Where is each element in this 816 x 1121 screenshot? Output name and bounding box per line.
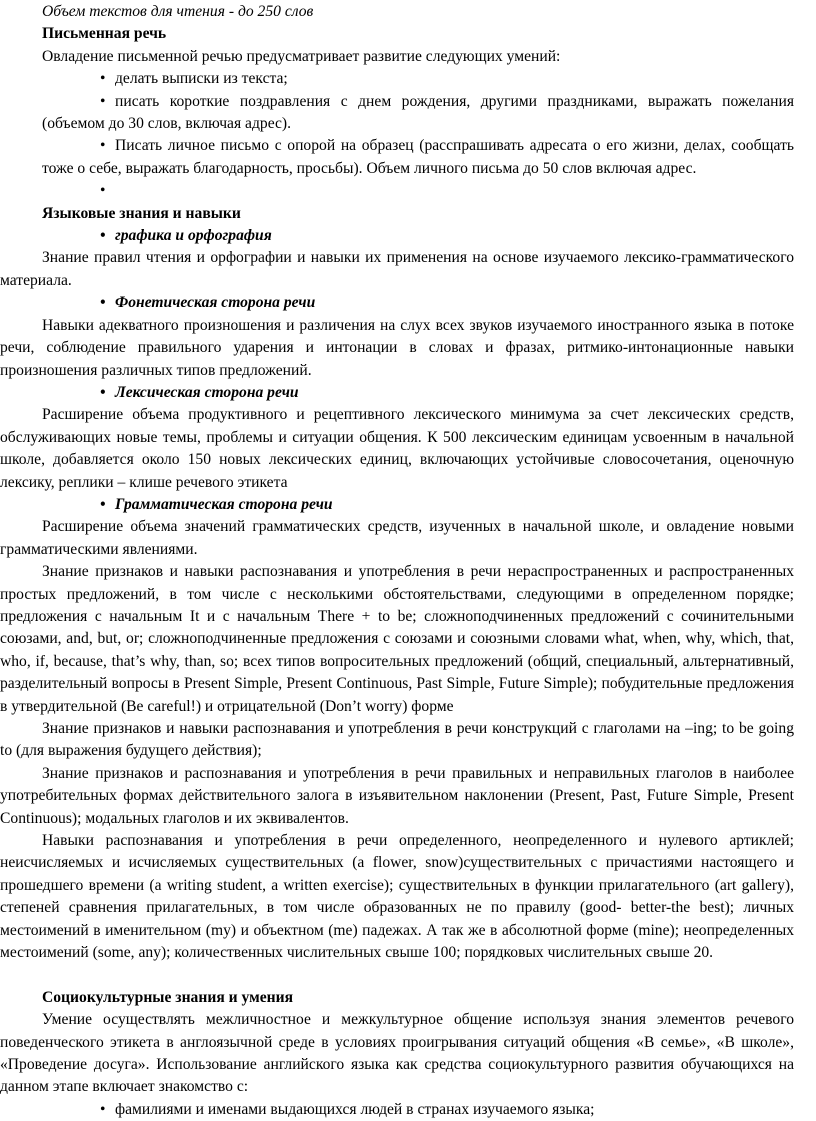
writing-lead: Овладение письменной речью предусматривает развитие следующих умений: xyxy=(42,47,561,65)
writing-bullet-empty xyxy=(42,180,794,202)
bullet-icon: • xyxy=(100,70,106,88)
section-title-lexis: • Лексическая сторона речи xyxy=(42,382,794,404)
section-title-grammar: • Грамматическая сторона речи xyxy=(42,494,794,516)
writing-bullet-3: • Писать личное письмо с опорой на образец (расспрашивать адресата о его жизни, делах, сообщать тоже о себе, выражать благодарность, просьбы). Объем личного письма до 50 слов включая адрес. xyxy=(42,137,794,177)
bullet-icon: • xyxy=(100,92,106,110)
lexis-paragraph: Расширение объема продуктивного и рецептивного лексического минимума за счет лексических средств, обслуживающих новые темы, проблемы и ситуации общения. К 500 лексическим единицам усвоенным в начальной школе, добавляется около 150 новых лексических единиц, включающих устойчивые словосочетания, оценочную лексику, реплики – клише речевого этикета xyxy=(0,406,794,491)
language-heading: Языковые знания и навыки xyxy=(42,204,241,222)
grammar-paragraph-2: Знание признаков и навыки распознавания и употребления в речи нераспространенных и распространенных простых предложений, в том числе с несколькими обстоятельствами, следующими в определенном порядке; предложения с начальным It и с начальным There + to be; сложноподчиненных предложений с сочинительными союзами, and, but, or; сложноподчиненные предложения с союзами и союзными словами what, when, why, which, that, who, if, because, that’s why, than, so; всех типов вопросительных предложений (общий, специальный, альтернативный, разделительный вопросы в Present Simple, Present Continuous, Past Simple, Future Simple); побудительные предложения в утвердительной (Be careful!) и отрицательной (Don’t worry) форме xyxy=(0,563,794,715)
sociocultural-heading: Социокультурные знания и умения xyxy=(42,988,294,1006)
bullet-icon: • xyxy=(100,294,106,312)
grammar-paragraph-1: Расширение объема значений грамматических средств, изученных в начальной школе, и овладение новыми грамматическими явлениями. xyxy=(0,518,794,558)
bullet-icon: • xyxy=(100,495,106,513)
section-title-graphics: • графика и орфография xyxy=(42,225,794,247)
section-title-phonetics: • Фонетическая сторона речи xyxy=(42,292,794,314)
section-spacer xyxy=(42,964,794,986)
bullet-icon: • xyxy=(100,383,106,401)
grammar-paragraph-4: Знание признаков и распознавания и употребления в речи правильных и неправильных глаголов в наиболее употребительных формах действительного залога в изъявительном наклонении (Present, Past, Future Simple, Present Continuous); модальных глаголов и их эквивалентов. xyxy=(0,764,794,827)
bullet-icon: • xyxy=(100,227,106,245)
sociocultural-bullet-1: • фамилиями и именами выдающихся людей в странах изучаемого языка; xyxy=(42,1099,794,1121)
sociocultural-paragraph: Умение осуществлять межличностное и межкультурное общение используя знания элементов речевого поведенческого этикета в англоязычной среде в условиях проигрывания ситуаций общения «В семье», «В школе», «Проведение досуга». Использование английского языка как средства социокультурного развития обучающихся на данном этапе включает знакомство с: xyxy=(0,1011,794,1096)
grammar-paragraph-3: Знание признаков и навыки распознавания и употребления в речи конструкций с глаголами на –ing; to be going to (для выражения будущего действия); xyxy=(0,720,794,760)
bullet-icon: • xyxy=(100,182,106,200)
bullet-icon: • xyxy=(100,137,106,155)
reading-volume-note: Объем текстов для чтения - до 250 слов xyxy=(42,3,314,20)
phonetics-paragraph: Навыки адекватного произношения и различения на слух всех звуков изучаемого иностранного языка в потоке речи, соблюдение правильного ударения и интонации в словах и фразах, ритмико-интонационные навыки произношения различных типов предложений. xyxy=(0,316,794,379)
graphics-paragraph: Знание правил чтения и орфографии и навыки их применения на основе изучаемого лексико-грамматического материала. xyxy=(0,249,794,289)
grammar-paragraph-5: Навыки распознавания и употребления в речи определенного, неопределенного и нулевого артиклей; неисчисляемых и исчисляемых существительных (a flower, snow)существительных с причастиями настоящего и прошедшего времени (a writing student, a written exercise); существительных в функции прилагательного (art gallery), степеней сравнения прилагательных, в том числе образованных не по правилу (good- better-the best); личных местоимений в именительном (my) и объектном (me) падежах. А так же в абсолютной форме (mine); неопределенных местоимений (some, any); количественных числительных свыше 100; порядковых числительных свыше 20. xyxy=(0,832,794,962)
writing-heading: Письменная речь xyxy=(42,25,167,43)
writing-bullet-2: • писать короткие поздравления с днем рождения, другими праздниками, выражать пожелания (объемом до 30 слов, включая адрес). xyxy=(42,92,794,133)
bullet-icon: • xyxy=(100,1100,106,1118)
writing-bullet-1: • делать выписки из текста; xyxy=(42,68,794,90)
